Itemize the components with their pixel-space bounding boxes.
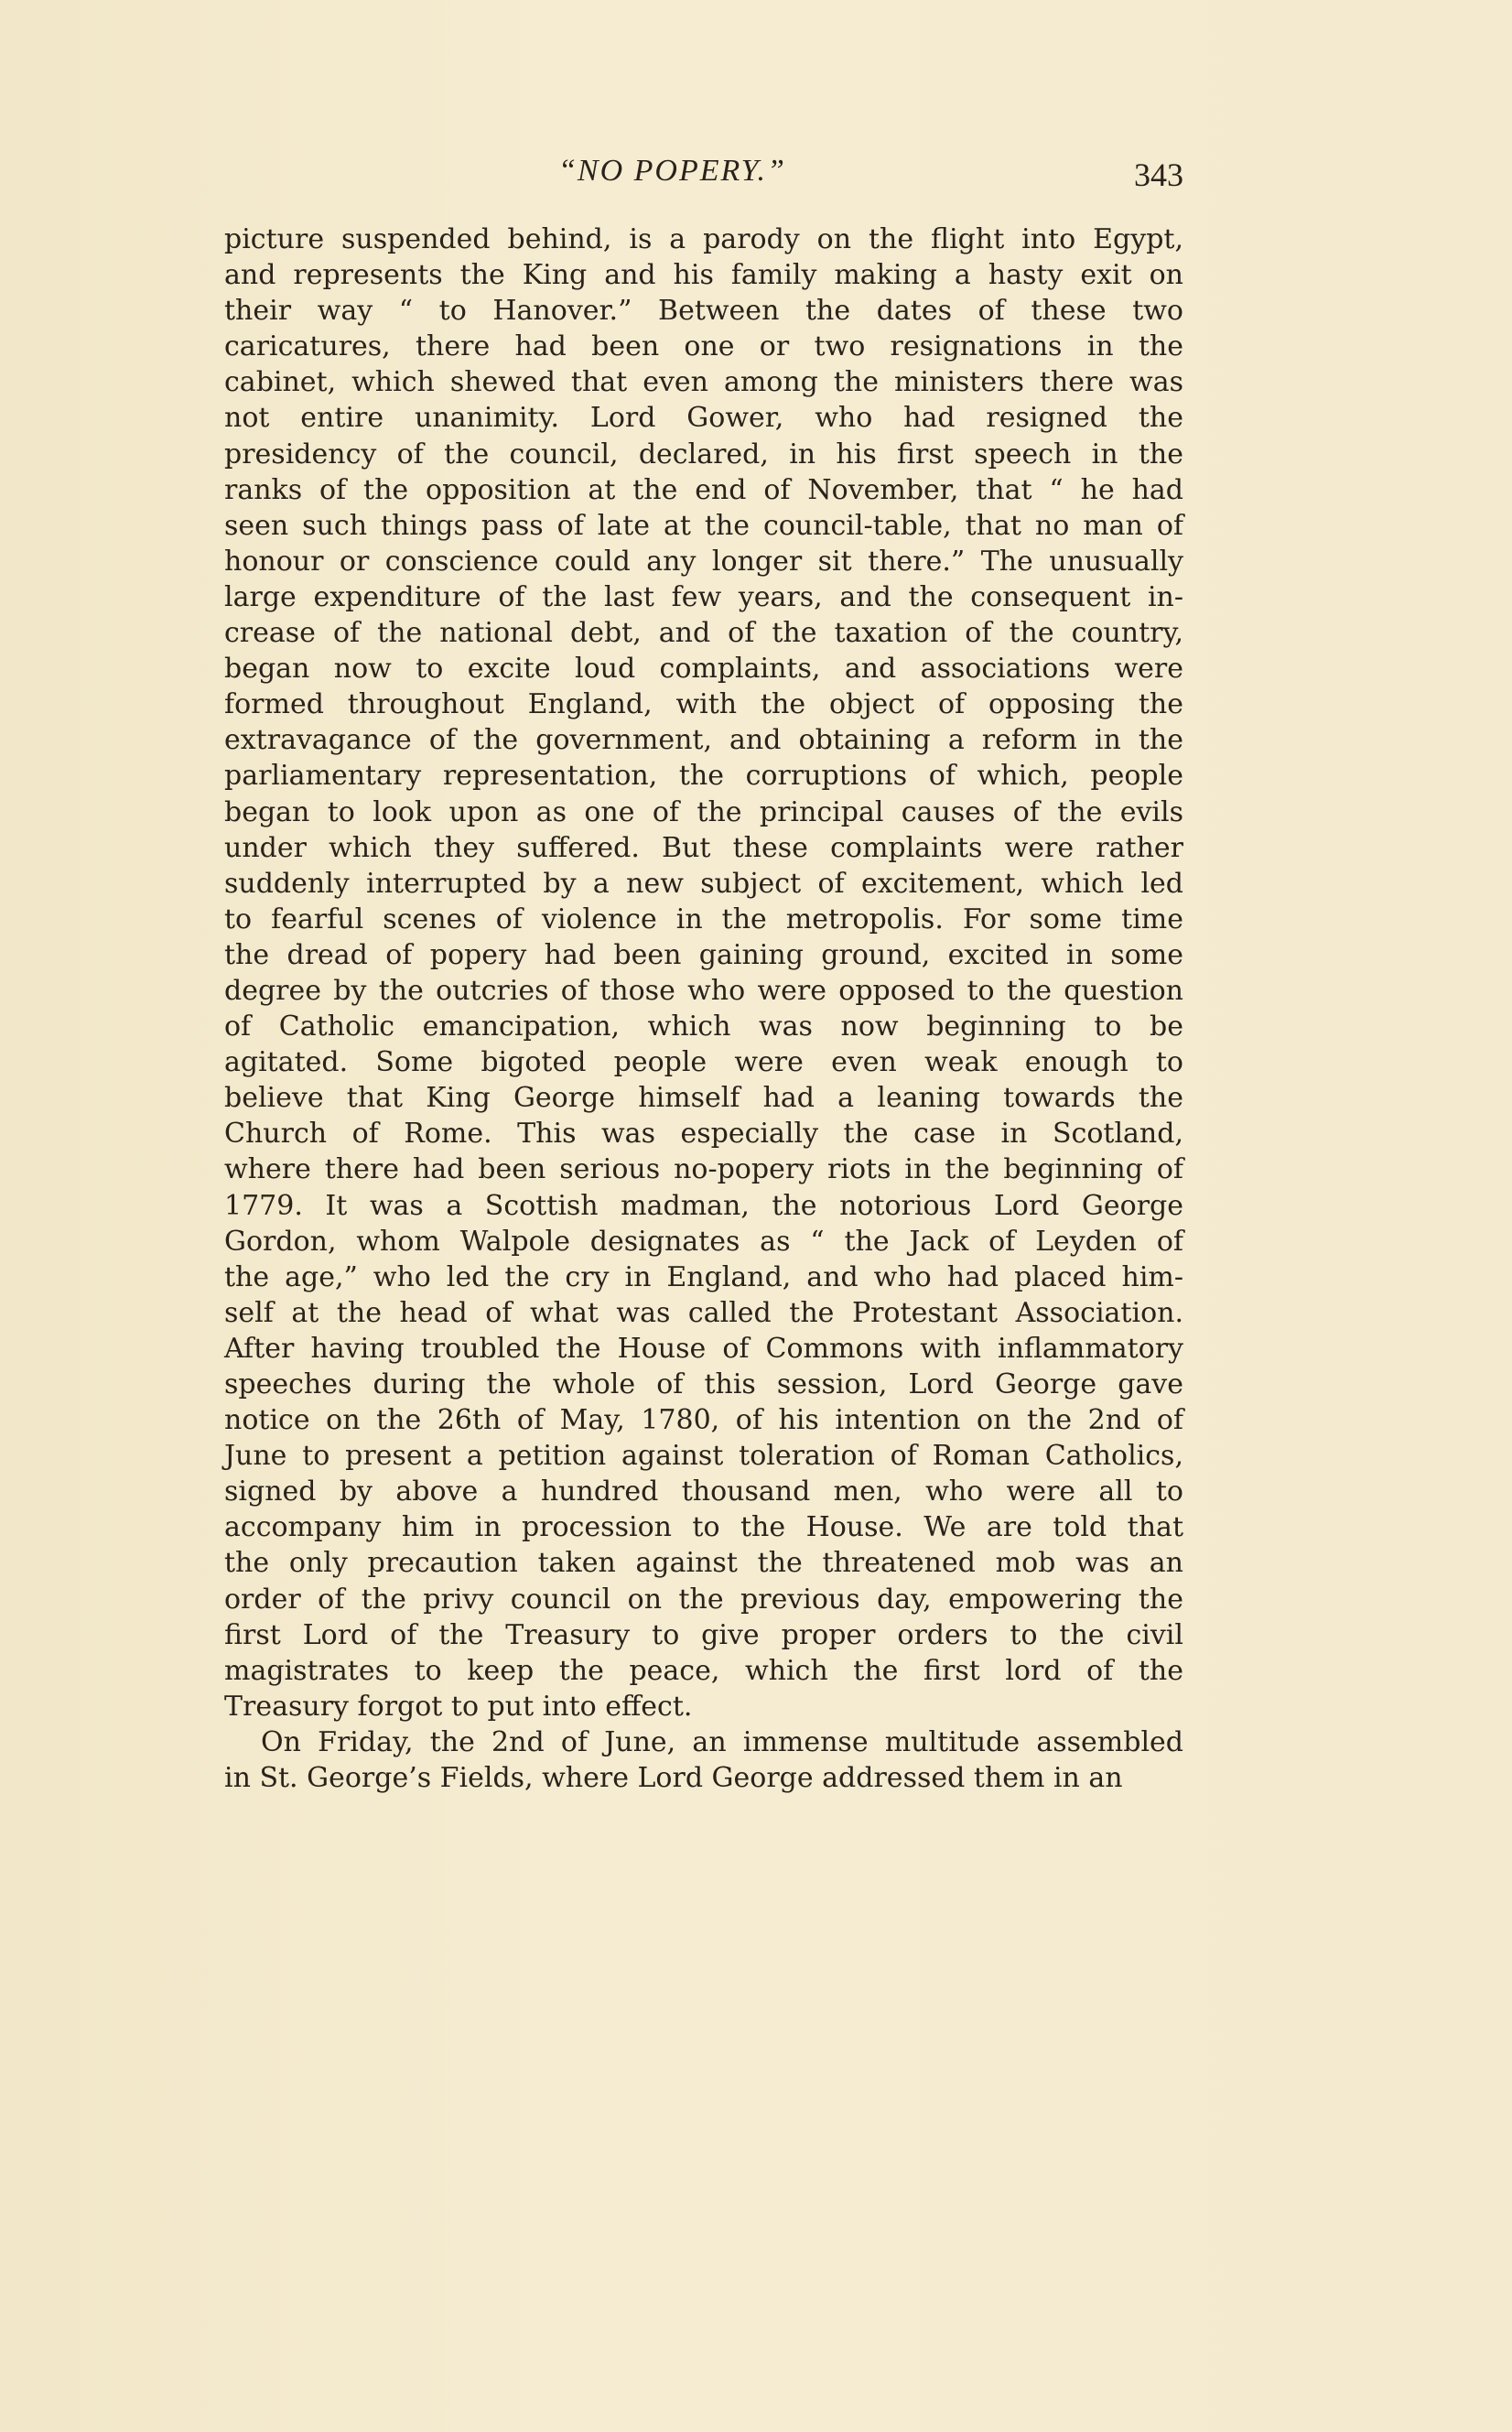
text-line: first Lord of the Treasury to give proper orders to the civil bbox=[224, 1618, 1183, 1651]
text-line: June to present a petition against toleration of Roman Catholics, bbox=[224, 1440, 1183, 1473]
paragraph-end-line: Treasury forgot to put into effect. bbox=[224, 1690, 693, 1723]
text-line: parliamentary representation, the corruptions of which, people bbox=[224, 760, 1183, 793]
paragraph-start-line: On Friday, the 2nd of June, an immense multitude assembled bbox=[261, 1725, 1183, 1758]
text-line: presidency of the council, declared, in his first speech in the bbox=[224, 438, 1183, 470]
text-line: 1779. It was a Scottish madman, the notorious Lord George bbox=[224, 1189, 1183, 1222]
text-line: caricatures, there had been one or two resignations in the bbox=[224, 330, 1183, 363]
body-text bbox=[224, 222, 1183, 1796]
text-line: to fearful scenes of violence in the metropolis. For some time bbox=[224, 903, 1183, 935]
text-line: honour or conscience could any longer sit there.” The unusually bbox=[224, 545, 1183, 578]
text-line: under which they suffered. But these complaints were rather bbox=[224, 831, 1183, 864]
text-line: formed throughout England, with the object of opposing the bbox=[224, 688, 1183, 721]
text-line: order of the privy council on the previous day, empowering the bbox=[224, 1583, 1183, 1616]
text-line: crease of the national debt, and of the taxation of the country, bbox=[224, 617, 1183, 650]
text-line: began to look upon as one of the principal causes of the evils bbox=[224, 795, 1183, 828]
text-line: believe that King George himself had a leaning towards the bbox=[224, 1082, 1183, 1115]
text-line: self at the head of what was called the Protestant Association. bbox=[224, 1296, 1183, 1329]
text-line: suddenly interrupted by a new subject of excitement, which led bbox=[224, 867, 1183, 900]
text-line: their way “ to Hanover.” Between the dates of these two bbox=[224, 295, 1183, 328]
text-line: accompany him in procession to the House. We are told that bbox=[224, 1511, 1183, 1544]
text-line: not entire unanimity. Lord Gower, who had resigned the bbox=[224, 402, 1183, 435]
text-line: notice on the 26th of May, 1780, of his intention on the 2nd of bbox=[224, 1404, 1183, 1437]
text-line: Gordon, whom Walpole designates as “ the Jack of Leyden of bbox=[224, 1225, 1183, 1258]
text-line: the age,” who led the cry in England, and who had placed him- bbox=[224, 1260, 1183, 1293]
text-line: degree by the outcries of those who were opposed to the question bbox=[224, 974, 1183, 1007]
text-line: After having troubled the House of Commons with inflammatory bbox=[224, 1332, 1183, 1365]
text-line: magistrates to keep the peace, which the first lord of the bbox=[224, 1654, 1183, 1687]
text-line: large expenditure of the last few years, and the consequent in- bbox=[224, 580, 1183, 613]
text-line: seen such things pass of late at the council-table, that no man of bbox=[224, 509, 1183, 542]
text-line: ranks of the opposition at the end of November, that “ he had bbox=[224, 473, 1183, 506]
text-line: speeches during the whole of this session, Lord George gave bbox=[224, 1368, 1183, 1400]
text-line: cabinet, which shewed that even among the ministers there was bbox=[224, 366, 1183, 399]
text-line: picture suspended behind, is a parody on the flight into Egypt, bbox=[224, 223, 1183, 255]
text-line: where there had been serious no-popery riots in the beginning of bbox=[224, 1153, 1183, 1186]
text-line: began now to excite loud complaints, and associations were bbox=[224, 653, 1183, 686]
text-line: in St. George’s Fields, where Lord George addressed them in an bbox=[224, 1762, 1123, 1795]
text-line: agitated. Some bigoted people were even weak enough to bbox=[224, 1046, 1183, 1079]
running-head: “NO POPERY.” bbox=[558, 154, 786, 188]
text-line: the dread of popery had been gaining ground, excited in some bbox=[224, 938, 1183, 971]
text-line: the only precaution taken against the threatened mob was an bbox=[224, 1547, 1183, 1580]
text-line: and represents the King and his family making a hasty exit on bbox=[224, 259, 1183, 292]
page-header bbox=[224, 154, 1183, 200]
text-line: of Catholic emancipation, which was now beginning to be bbox=[224, 1011, 1183, 1043]
text-line: signed by above a hundred thousand men, who were all to bbox=[224, 1475, 1183, 1508]
text-line: extravagance of the government, and obtaining a reform in the bbox=[224, 724, 1183, 757]
page-number: 343 bbox=[1134, 157, 1183, 193]
text-line: Church of Rome. This was especially the case in Scotland, bbox=[224, 1118, 1183, 1151]
